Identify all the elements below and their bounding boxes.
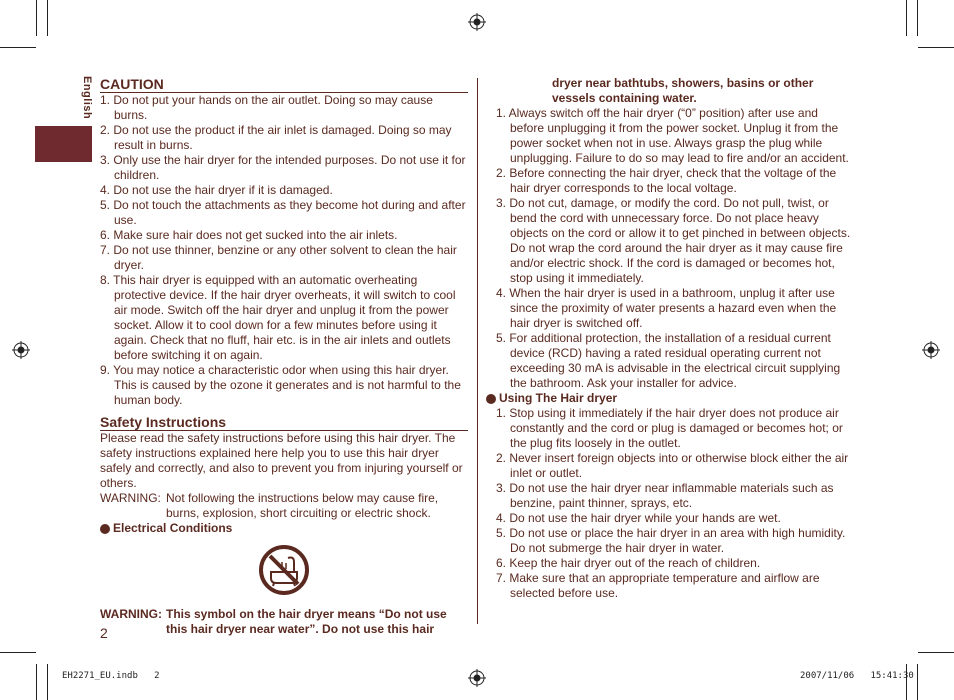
list-item: 7. Do not use thinner, benzine or any other solvent to clean the hair dryer.: [100, 243, 457, 272]
warning-label: WARNING:: [100, 491, 161, 505]
list-item: 3. Only use the hair dryer for the intended purposes. Do not use it for children.: [100, 153, 466, 182]
crop-mark: [917, 0, 918, 36]
safety-title: Safety Instructions: [100, 414, 468, 431]
crop-mark: [47, 664, 48, 700]
warning-text: Not following the instructions below may cause fire, burns, explosion, short circuiting or electric shock.: [166, 491, 439, 520]
crop-mark: [47, 0, 48, 36]
column-divider: [477, 78, 478, 624]
using-list: [486, 406, 854, 601]
electrical-heading-text: Electrical Conditions: [113, 521, 233, 535]
list-item: 9. You may notice a characteristic odor when using this hair dryer. This is caused by the ozone it generates and is not harmful to the human body.: [100, 363, 461, 407]
list-item: 6. Make sure hair does not get sucked into the air inlets.: [100, 228, 398, 242]
safety-intro: Please read the safety instructions before using this hair dryer. The safety instructions explained here help you to use this hair dryer safely and correctly, and also to prevent you from injuring yourself or others.: [100, 431, 463, 490]
list-item: 2. Do not use the product if the air inlet is damaged. Doing so may result in burns.: [100, 123, 452, 152]
list-item: 6. Keep the hair dryer out of the reach of children.: [496, 556, 761, 570]
list-item: 2. Before connecting the hair dryer, check that the voltage of the hair dryer corresponds to the local voltage.: [496, 166, 837, 195]
crop-mark: [918, 652, 954, 653]
list-item: 5. Do not use or place the hair dryer in an area with high humidity. Do not submerge the hair dryer in water.: [496, 526, 846, 555]
crop-mark: [906, 0, 907, 36]
list-item: 1. Stop using it immediately if the hair dryer does not produce air constantly and the cord or plug is damaged or becomes hot; or the plug fits loosely in the outlet.: [496, 406, 843, 450]
electrical-list: [486, 106, 854, 391]
list-item: 2. Never insert foreign objects into or otherwise block either the air inlet or outlet.: [496, 451, 849, 480]
crop-mark: [0, 652, 36, 653]
list-item: 3. Do not cut, damage, or modify the cord. Do not pull, twist, or bend the cord with unnecessary force. Do not place heavy objects on the cord or allow it to get pinched in between objects. Do not wrap the cord around the hair dryer as it may cause fire and/or electric shock. If the cord is damaged or becomes hot, stop using it immediately.: [496, 196, 851, 285]
language-tab-label: English: [81, 76, 93, 120]
crop-mark: [906, 664, 907, 700]
symbol-warning-continued: dryer near bathtubs, showers, basins or other vessels containing water.: [552, 76, 814, 105]
list-item: 8. This hair dryer is equipped with an automatic overheating protective device. If the hair dryer overheats, it will switch to cool air mode. Switch off the hair dryer and unplug it from the power socket. Allow it to cool down for a few minutes before using it again. Check that no fluff, hair etc. is in the air inlets and outlets before switching it on again.: [100, 273, 456, 362]
warning-block: [100, 491, 468, 521]
list-item: 7. Make sure that an appropriate temperature and airflow are selected before use.: [496, 571, 820, 600]
left-column: [100, 76, 468, 637]
registration-mark-icon: [468, 13, 486, 31]
crop-mark: [918, 47, 954, 48]
list-item: 4. When the hair dryer is used in a bathroom, unplug it after use since the proximity of water presents a hazard even when the hair dryer is switched off.: [496, 286, 837, 330]
using-heading-text: Using The Hair dryer: [499, 391, 618, 405]
caution-list: [100, 93, 468, 408]
page-number: 2: [100, 625, 108, 641]
bullet-icon: [486, 394, 496, 404]
no-bathtub-icon: [258, 544, 310, 596]
footer-file: EH2271_EU.indb 2: [62, 671, 160, 681]
registration-mark-icon: [922, 341, 940, 359]
list-item: 1. Do not put your hands on the air outlet. Doing so may cause burns.: [100, 93, 433, 122]
symbol-warning-text: This symbol on the hair dryer means “Do not use this hair dryer near water”. Do not use this hair: [166, 607, 447, 636]
registration-mark-icon: [12, 341, 30, 359]
bullet-icon: [100, 524, 110, 534]
right-column: [486, 76, 854, 601]
using-heading: [486, 391, 854, 406]
list-item: 1. Always switch off the hair dryer (“0” position) after use and before unplugging it from the power socket. Unplug it from the power socket when not in use. Always grasp the plug while unplugging. Failure to do so may lead to fire and/or an accident.: [496, 106, 849, 165]
crop-mark: [36, 664, 37, 700]
registration-mark-icon: [468, 669, 486, 687]
list-item: 5. Do not touch the attachments as they become hot during and after use.: [100, 198, 466, 227]
symbol-warning-block: [100, 607, 468, 637]
list-item: 3. Do not use the hair dryer near inflammable materials such as benzine, paint thinner, sprays, etc.: [496, 481, 834, 510]
crop-mark: [917, 664, 918, 700]
language-tab-block: [35, 126, 92, 162]
footer-timestamp: 2007/11/06 15:41:30: [800, 671, 914, 681]
crop-mark: [36, 0, 37, 36]
symbol-warning-label: WARNING:: [100, 607, 162, 621]
electrical-heading: [100, 521, 468, 536]
list-item: 4. Do not use the hair dryer if it is damaged.: [100, 183, 333, 197]
crop-mark: [0, 47, 36, 48]
list-item: 5. For additional protection, the installation of a residual current device (RCD) having a rated residual operating current not exceeding 30 mA is advisable in the electrical circuit supplying the bathroom. Ask your installer for advice.: [496, 331, 841, 390]
caution-title: CAUTION: [100, 76, 468, 93]
list-item: 4. Do not use the hair dryer while your hands are wet.: [496, 511, 781, 525]
